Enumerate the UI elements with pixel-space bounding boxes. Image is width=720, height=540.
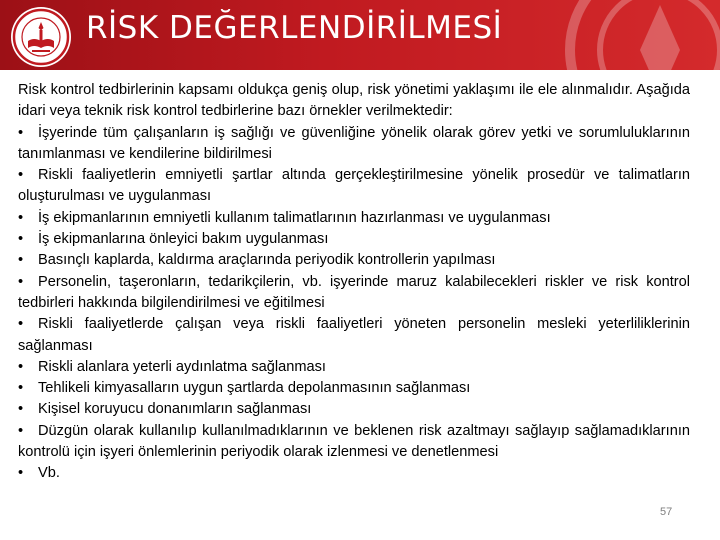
list-item-text: Riskli faaliyetlerin emniyetli şartlar altında gerçekleştirilmesine yönelik prosedür ve talimatların oluşturulması ve uygulanması: [18, 167, 690, 205]
bullet-icon: •: [18, 124, 24, 141]
list-item-text: Tehlikeli kimyasalların uygun şartlarda depolanmasının sağlanması: [38, 380, 471, 397]
list-item: [18, 123, 690, 166]
measures-list: [18, 123, 690, 485]
list-item: [18, 463, 690, 484]
ministry-seal-icon: [10, 6, 72, 68]
bullet-icon: •: [18, 209, 24, 226]
page-number: 57: [660, 506, 673, 518]
bullet-icon: •: [18, 273, 24, 290]
bullet-icon: •: [18, 167, 24, 184]
list-item: [18, 250, 690, 271]
list-item: [18, 421, 690, 464]
list-item: [18, 272, 690, 315]
list-item-text: Düzgün olarak kullanılıp kullanılmadıklarının ve beklenen risk azaltmayı sağlayıp sağlamadıklarının kontrolü için işyeri önlemlerinin periyodik olarak izlenmesi ve denetlenmesi: [18, 422, 690, 461]
list-item-text: İşyerinde tüm çalışanların iş sağlığı ve güvenliğine yönelik olarak görev yetki ve sorumluluklarının tanımlanması ve kendilerine bildirilmesi: [18, 124, 690, 162]
list-item: [18, 165, 690, 208]
list-item: [18, 378, 690, 399]
bullet-icon: •: [18, 380, 24, 397]
list-item: [18, 208, 690, 229]
bullet-icon: •: [18, 231, 24, 248]
bullet-icon: •: [18, 316, 24, 333]
list-item-text: İş ekipmanlarına önleyici bakım uygulanması: [38, 231, 329, 248]
list-item: [18, 314, 690, 357]
list-item-text: Vb.: [38, 465, 60, 482]
list-item-text: Riskli alanlara yeterli aydınlatma sağlanması: [38, 358, 326, 375]
bullet-icon: •: [18, 422, 24, 439]
page-title: RİSK DEĞERLENDİRİLMESİ: [86, 10, 503, 46]
list-item-text: Kişisel koruyucu donanımların sağlanması: [38, 401, 312, 418]
slide-body: [18, 80, 690, 485]
slide-header: [0, 0, 720, 70]
watermark-seal-icon: [560, 0, 720, 70]
list-item-text: Basınçlı kaplarda, kaldırma araçlarında periyodik kontrollerin yapılması: [38, 252, 496, 269]
list-item-text: Personelin, taşeronların, tedarikçilerin, vb. işyerinde maruz kalabilecekleri riskler ve risk kontrol tedbirleri hakkında bilgilendirilmesi ve eğitilmesi: [18, 273, 690, 311]
list-item: [18, 229, 690, 250]
bullet-icon: •: [18, 465, 24, 482]
list-item-text: Riskli faaliyetlerde çalışan veya riskli faaliyetleri yöneten personelin mesleki yeterliliklerinin sağlanması: [18, 316, 690, 354]
bullet-icon: •: [18, 401, 24, 418]
bullet-icon: •: [18, 358, 24, 375]
intro-paragraph: Risk kontrol tedbirlerinin kapsamı oldukça geniş olup, risk yönetimi yaklaşımı ile ele alınmalıdır. Aşağıda idari veya teknik risk kontrol tedbirlerine bazı örnekler verilmektedir:: [18, 82, 690, 120]
list-item: [18, 399, 690, 420]
list-item: [18, 357, 690, 378]
list-item-text: İş ekipmanlarının emniyetli kullanım talimatlarının hazırlanması ve uygulanması: [38, 209, 551, 226]
bullet-icon: •: [18, 252, 24, 269]
